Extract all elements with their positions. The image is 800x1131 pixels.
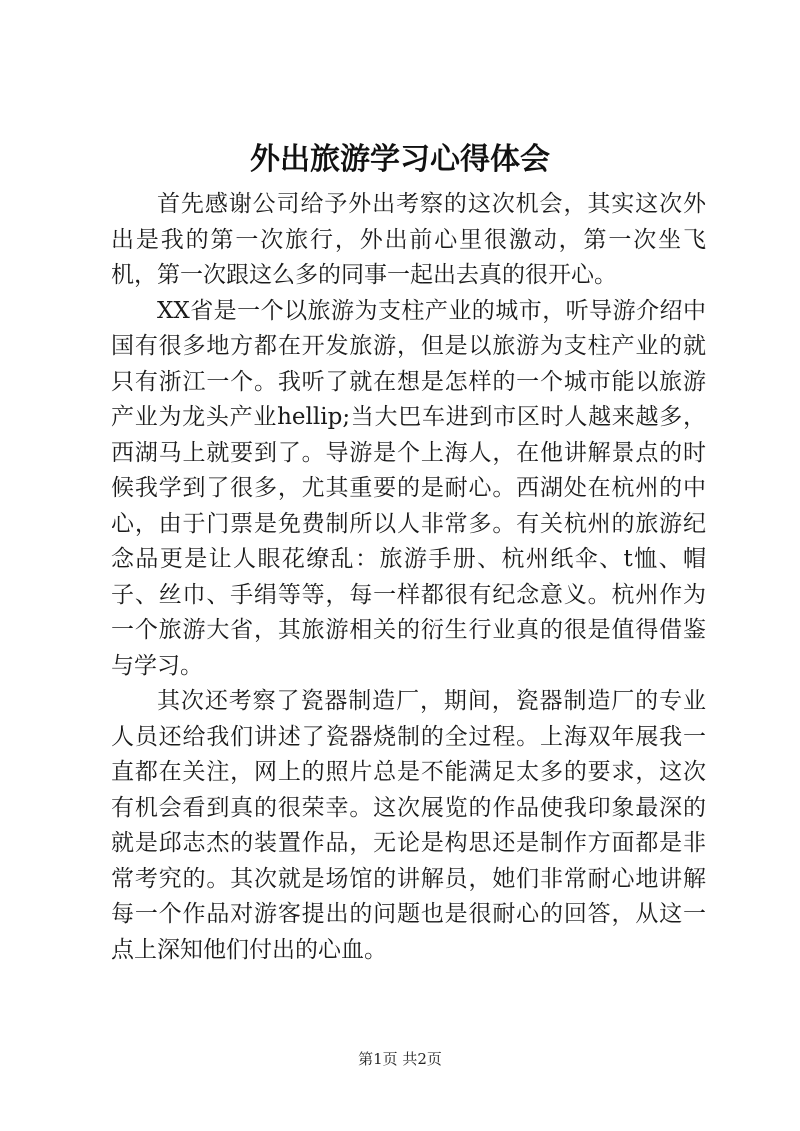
paragraph-3: 其次还考察了瓷器制造厂，期间，瓷器制造厂的专业人员还给我们讲述了瓷器烧制的全过程。上海双年展我一直都在关注，网上的照片总是不能满足太多的要求，这次有机会看到真的很荣幸。这次展览的作品使我印象最深的就是邱志杰的装置作品，无论是构思还是制作方面都是非常考究的。其次就是场馆的讲解员，她们非常耐心地讲解每一个作品对游客提出的问题也是很耐心的回答，从这一点上深知他们付出的心血。	[111, 688, 706, 963]
document-body	[111, 187, 706, 968]
paragraph-2: XX省是一个以旅游为支柱产业的城市，听导游介绍中国有很多地方都在开发旅游，但是以旅游为支柱产业的就只有浙江一个。我听了就在想是怎样的一个城市能以旅游产业为龙头产业hellip;当大巴车进到市区时人越来越多，西湖马上就要到了。导游是个上海人，在他讲解景点的时候我学到了很多，尤其重要的是耐心。西湖处在杭州的中心，由于门票是免费制所以人非常多。有关杭州的旅游纪念品更是让人眼花缭乱：旅游手册、杭州纸伞、t恤、帽子、丝巾、手绢等等，每一样都很有纪念意义。杭州作为一个旅游大省，其旅游相关的衍生行业真的很是值得借鉴与学习。	[111, 297, 706, 679]
document-title: 外出旅游学习心得体会	[250, 142, 550, 177]
page-number-footer: 第1页 共2页	[358, 1050, 442, 1068]
paragraph-1: 首先感谢公司给予外出考察的这次机会，其实这次外出是我的第一次旅行，外出前心里很激动，第一次坐飞机，第一次跟这么多的同事一起出去真的很开心。	[111, 191, 706, 288]
